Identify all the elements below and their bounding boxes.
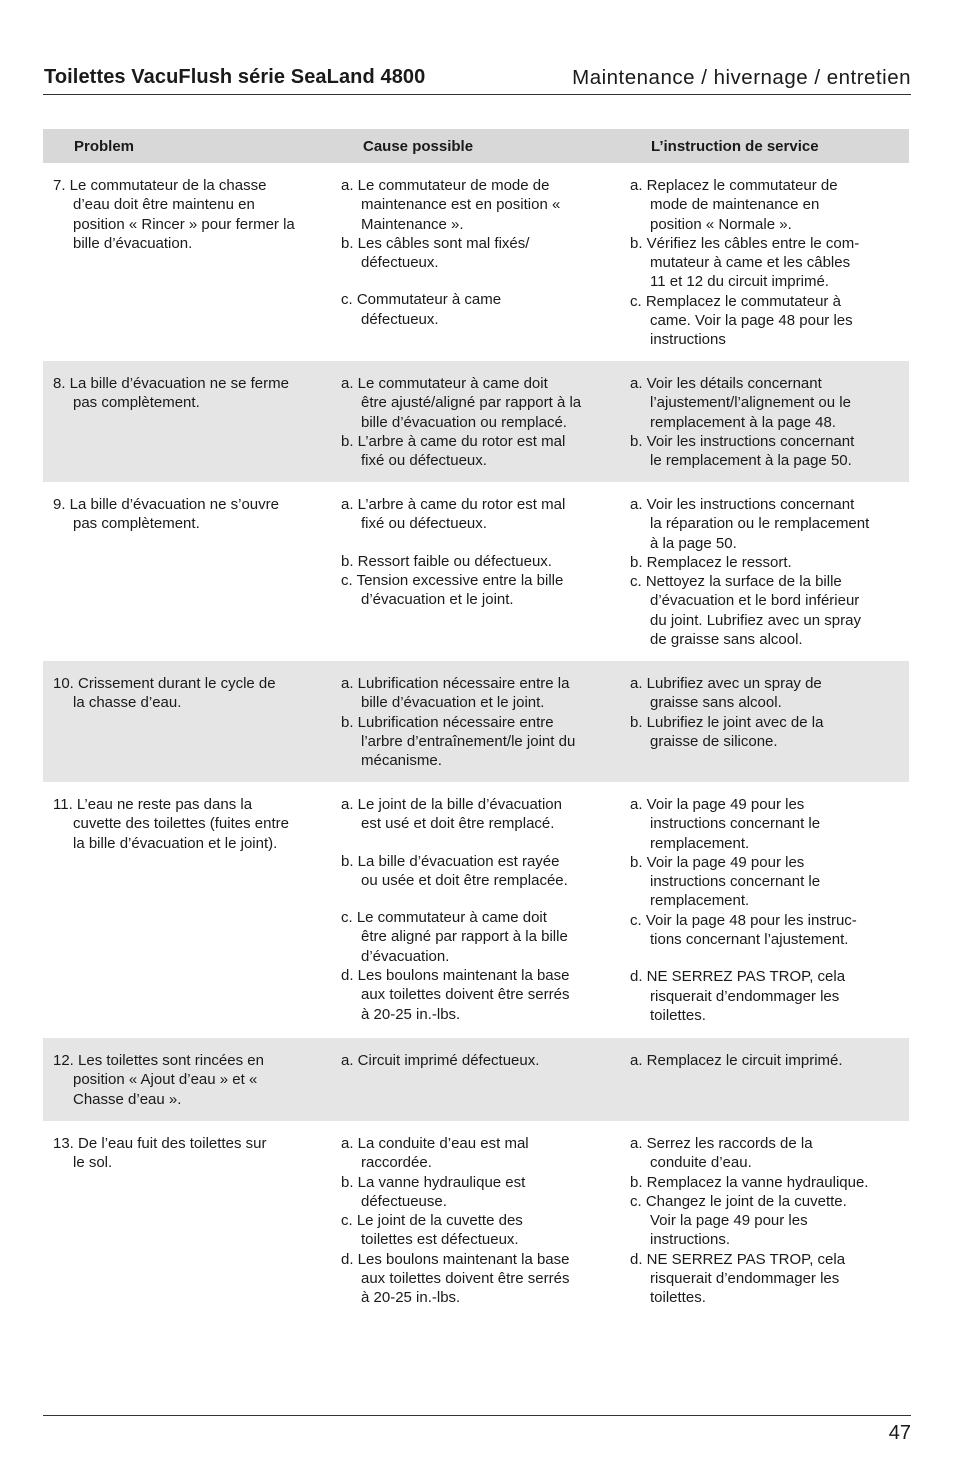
instruction-item: b. Vérifiez les câbles entre le com- mutateur à came et les câbles 11 et 12 du circuit imprimé. bbox=[630, 234, 860, 291]
instruction-item: c. Nettoyez la surface de la bille d’évacuation et le bord inférieur du joint. Lubrifiez avec un spray de graisse sans alcool. bbox=[630, 573, 861, 649]
footer-divider bbox=[43, 1415, 911, 1416]
instruction-item: c. Changez le joint de la cuvette. Voir la page 49 pour les instructions. bbox=[630, 1192, 847, 1249]
instruction-cell bbox=[620, 482, 909, 661]
table-row bbox=[43, 661, 909, 782]
problem-text: 12. Les toilettes sont rincées en position « Ajout d’eau » et « Chasse d’eau ». bbox=[53, 1052, 264, 1108]
cause-item: a. Lubrification nécessaire entre la bille d’évacuation et le joint. bbox=[341, 675, 570, 712]
instruction-item: d. NE SERREZ PAS TROP, cela risquerait d’endommager les toilettes. bbox=[630, 968, 846, 1024]
section-title: Maintenance / hivernage / entretien bbox=[572, 66, 911, 89]
cause-cell bbox=[331, 661, 620, 782]
problem-text: 11. L’eau ne reste pas dans la cuvette des toilettes (fuites entre la bille d’évacuation et le joint). bbox=[53, 796, 289, 852]
instruction-cell bbox=[620, 1121, 909, 1321]
page-number: 47 bbox=[888, 1422, 911, 1444]
instruction-cell bbox=[620, 361, 909, 482]
cause-item: d. Les boulons maintenant la base aux toilettes doivent être serrés à 20-25 in.-lbs. bbox=[341, 1250, 570, 1307]
instruction-item: a. Replacez le commutateur de mode de maintenance en position « Normale ». bbox=[630, 177, 838, 233]
page-header bbox=[43, 60, 911, 95]
cause-cell bbox=[331, 163, 620, 361]
table-row bbox=[43, 1038, 909, 1121]
cause-item: a. Le commutateur de mode de maintenance est en position « Maintenance ». bbox=[341, 177, 561, 233]
table-row bbox=[43, 482, 909, 661]
cause-item: b. La vanne hydraulique est défectueuse. bbox=[341, 1173, 526, 1210]
instruction-item: a. Voir la page 49 pour les instructions concernant le remplacement. bbox=[630, 796, 821, 852]
cause-item: c. Le joint de la cuvette des toilettes est défectueux. bbox=[341, 1212, 523, 1249]
table-header bbox=[43, 129, 909, 163]
cause-item: a. Circuit imprimé défectueux. bbox=[341, 1052, 540, 1069]
cause-item: c. Tension excessive entre la bille d’évacuation et le joint. bbox=[341, 571, 564, 609]
instruction-cell bbox=[620, 1038, 909, 1121]
instruction-item: b. Remplacez le ressort. bbox=[630, 553, 792, 571]
troubleshooting-table bbox=[43, 129, 909, 1321]
problem-cell bbox=[43, 1121, 331, 1321]
problem-cell bbox=[43, 661, 331, 782]
problem-cell bbox=[43, 1038, 331, 1121]
problem-cell bbox=[43, 361, 331, 482]
cause-cell bbox=[331, 782, 620, 1038]
cause-item: b. L’arbre à came du rotor est mal fixé ou défectueux. bbox=[341, 432, 566, 470]
cause-item: c. Le commutateur à came doit être aligné par rapport à la bille d’évacuation. bbox=[341, 909, 568, 965]
instruction-item: b. Lubrifiez le joint avec de la graisse de silicone. bbox=[630, 713, 824, 750]
cause-item: a. Le commutateur à came doit être ajusté/aligné par rapport à la bille d’évacuation ou remplacé. bbox=[341, 375, 582, 431]
column-header-cause: Cause possible bbox=[363, 137, 474, 155]
instruction-item: d. NE SERREZ PAS TROP, cela risquerait d’endommager les toilettes. bbox=[630, 1250, 846, 1307]
instruction-cell bbox=[620, 163, 909, 361]
problem-text: 9. La bille d’évacuation ne s’ouvre pas complètement. bbox=[53, 496, 279, 533]
instruction-item: a. Remplacez le circuit imprimé. bbox=[630, 1052, 843, 1069]
table-row bbox=[43, 1121, 909, 1321]
instruction-item: a. Voir les instructions concernant la réparation ou le remplacement à la page 50. bbox=[630, 496, 870, 552]
problem-cell bbox=[43, 782, 331, 1038]
instruction-item: c. Remplacez le commutateur à came. Voir la page 48 pour les instructions bbox=[630, 292, 853, 349]
cause-cell bbox=[331, 361, 620, 482]
instruction-item: b. Remplacez la vanne hydraulique. bbox=[630, 1173, 869, 1191]
column-header-instruction: L’instruction de service bbox=[651, 137, 819, 155]
cause-cell bbox=[331, 482, 620, 661]
instruction-item: a. Serrez les raccords de la conduite d’eau. bbox=[630, 1135, 813, 1172]
instruction-item: a. Lubrifiez avec un spray de graisse sans alcool. bbox=[630, 675, 822, 712]
cause-item: b. Les câbles sont mal fixés/ défectueux. bbox=[341, 234, 530, 272]
cause-cell bbox=[331, 1121, 620, 1321]
cause-item: a. L’arbre à came du rotor est mal fixé ou défectueux. bbox=[341, 496, 566, 533]
problem-cell bbox=[43, 482, 331, 661]
cause-item: a. Le joint de la bille d’évacuation est usé et doit être remplacé. bbox=[341, 796, 562, 833]
problem-cell bbox=[43, 163, 331, 361]
table-row bbox=[43, 782, 909, 1038]
problem-text: 13. De l’eau fuit des toilettes sur le sol. bbox=[53, 1135, 267, 1172]
cause-item: d. Les boulons maintenant la base aux toilettes doivent être serrés à 20-25 in.-lbs. bbox=[341, 967, 570, 1023]
instruction-cell bbox=[620, 661, 909, 782]
instruction-cell bbox=[620, 782, 909, 1038]
cause-item: b. Ressort faible ou défectueux. bbox=[341, 552, 552, 570]
table-row bbox=[43, 361, 909, 482]
cause-item: a. La conduite d’eau est mal raccordée. bbox=[341, 1135, 529, 1172]
table-row bbox=[43, 163, 909, 361]
cause-item: b. La bille d’évacuation est rayée ou usée et doit être remplacée. bbox=[341, 852, 568, 889]
column-header-problem: Problem bbox=[74, 137, 135, 155]
problem-text: 10. Crissement durant le cycle de la chasse d’eau. bbox=[53, 675, 276, 712]
instruction-item: a. Voir les détails concernant l’ajustement/l’alignement ou le remplacement à la page 48. bbox=[630, 375, 851, 431]
cause-item: b. Lubrification nécessaire entre l’arbre d’entraînement/le joint du mécanisme. bbox=[341, 713, 576, 770]
cause-item: c. Commutateur à came défectueux. bbox=[341, 291, 502, 328]
cause-cell bbox=[331, 1038, 620, 1121]
instruction-item: b. Voir les instructions concernant le remplacement à la page 50. bbox=[630, 432, 855, 470]
instruction-item: c. Voir la page 48 pour les instruc- tions concernant l’ajustement. bbox=[630, 911, 857, 949]
document-title: Toilettes VacuFlush série SeaLand 4800 bbox=[44, 66, 426, 88]
problem-text: 7. Le commutateur de la chasse d’eau doit être maintenu en position « Rincer » pour fermer la bille d’évacuation. bbox=[53, 177, 295, 252]
problem-text: 8. La bille d’évacuation ne se ferme pas complètement. bbox=[53, 375, 289, 412]
instruction-item: b. Voir la page 49 pour les instructions concernant le remplacement. bbox=[630, 853, 821, 910]
